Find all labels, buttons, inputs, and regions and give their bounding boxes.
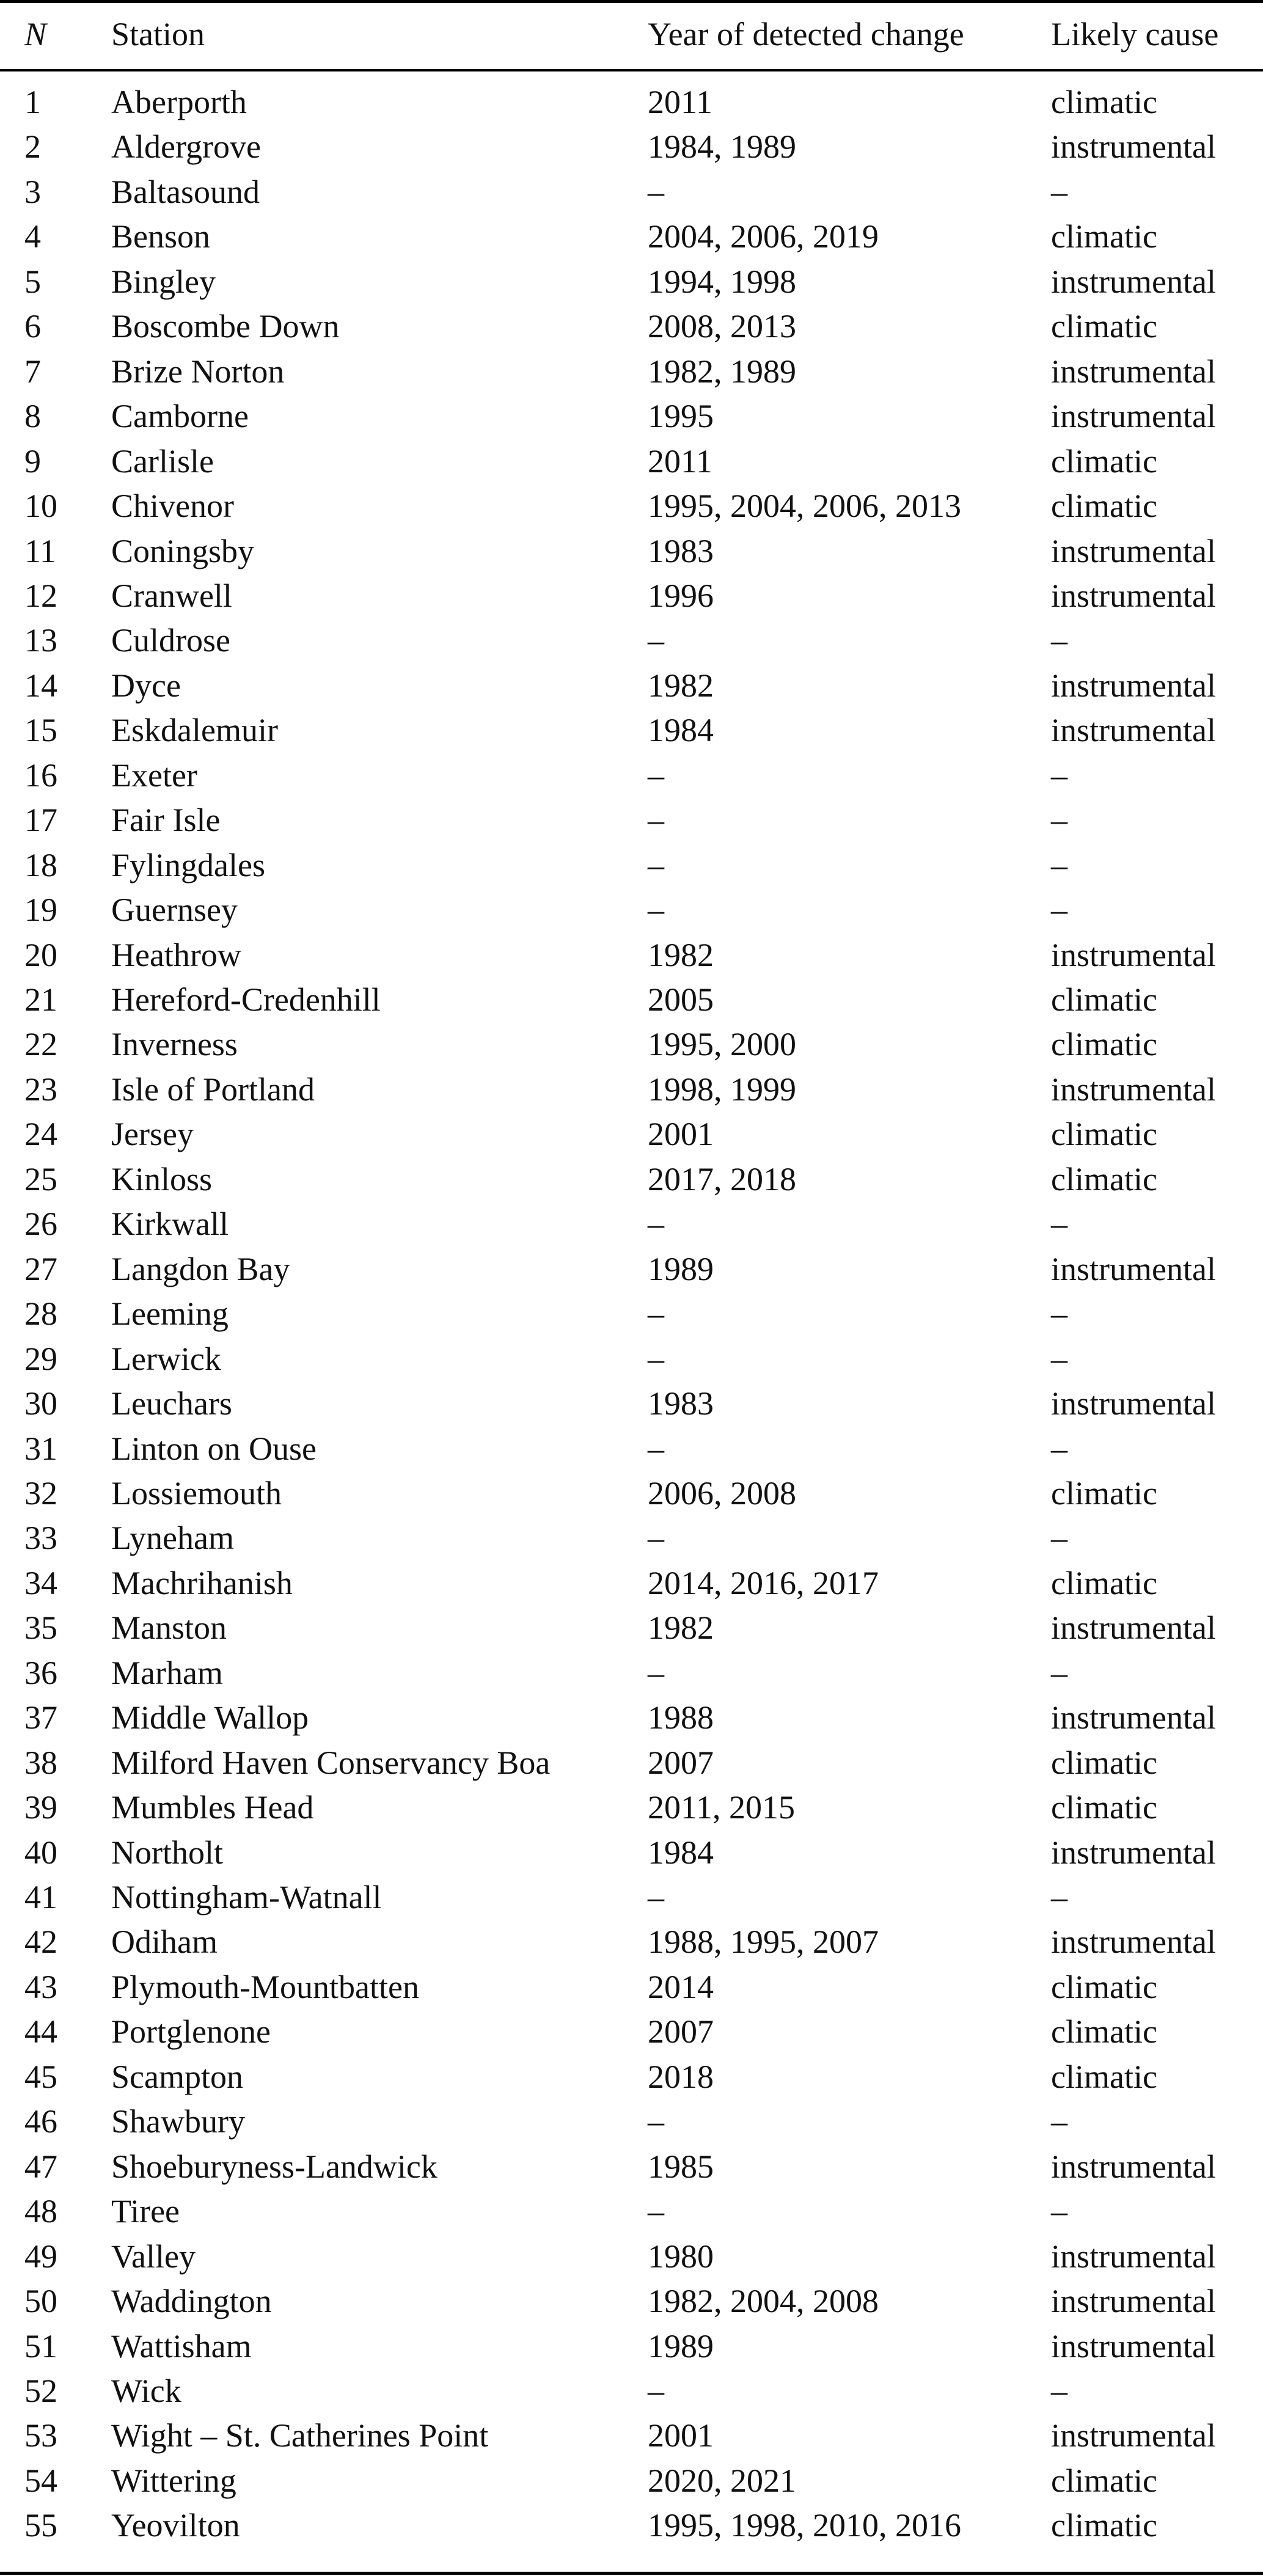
- row-number: 20: [24, 936, 57, 973]
- row-number: 12: [24, 577, 57, 614]
- station-name: Plymouth-Mountbatten: [111, 1968, 419, 2005]
- likely-cause: climatic: [1051, 1474, 1157, 1512]
- station-name: Shawbury: [111, 2103, 245, 2140]
- table-row: [0, 170, 1263, 214]
- change-years: 1995, 2004, 2006, 2013: [648, 488, 961, 525]
- station-name: Lyneham: [111, 1520, 234, 1557]
- likely-cause: instrumental: [1051, 2148, 1216, 2185]
- likely-cause: –: [1051, 1654, 1067, 1691]
- change-years: 1996: [648, 577, 714, 614]
- row-number: 22: [24, 1026, 57, 1063]
- likely-cause: instrumental: [1051, 2417, 1216, 2454]
- station-name: Isle of Portland: [111, 1070, 315, 1108]
- station-name: Lossiemouth: [111, 1474, 282, 1512]
- change-years: 1984, 1989: [648, 128, 796, 166]
- row-number: 23: [24, 1070, 57, 1108]
- change-years: 2011, 2015: [648, 1789, 795, 1826]
- likely-cause: climatic: [1051, 218, 1157, 255]
- likely-cause: climatic: [1051, 308, 1157, 345]
- change-years: 1984: [648, 1834, 714, 1871]
- change-years: –: [648, 1340, 664, 1377]
- likely-cause: –: [1051, 891, 1067, 929]
- table-row: [0, 1741, 1263, 1785]
- likely-cause: instrumental: [1051, 577, 1216, 614]
- change-years: 2014: [648, 1968, 714, 2005]
- row-number: 24: [24, 1116, 57, 1153]
- table-row: [0, 2145, 1263, 2189]
- likely-cause: –: [1051, 622, 1067, 659]
- row-number: 5: [24, 263, 41, 300]
- likely-cause: climatic: [1051, 2507, 1157, 2544]
- row-number: 14: [24, 667, 57, 704]
- likely-cause: instrumental: [1051, 712, 1216, 749]
- likely-cause: instrumental: [1051, 1699, 1216, 1736]
- likely-cause: climatic: [1051, 442, 1157, 480]
- table-row: [0, 304, 1263, 349]
- change-years: 2011: [648, 442, 712, 480]
- change-years: 2011: [648, 84, 712, 120]
- likely-cause: –: [1051, 2193, 1067, 2230]
- likely-cause: –: [1051, 1430, 1067, 1467]
- station-name: Valley: [111, 2238, 196, 2275]
- table-row: [0, 2279, 1263, 2324]
- table-row: [0, 2010, 1263, 2054]
- row-number: 29: [24, 1340, 57, 1377]
- table-row: [0, 394, 1263, 439]
- change-years: 2017, 2018: [648, 1160, 796, 1198]
- table-row: [0, 1651, 1263, 1696]
- row-number: 3: [24, 173, 41, 210]
- station-name: Milford Haven Conservancy Boa: [111, 1744, 551, 1781]
- station-name: Leuchars: [111, 1385, 232, 1422]
- row-number: 49: [24, 2238, 57, 2275]
- change-years: 1984: [648, 712, 714, 749]
- row-number: 18: [24, 846, 57, 884]
- row-number: 10: [24, 488, 57, 525]
- row-number: 51: [24, 2327, 57, 2365]
- likely-cause: –: [1051, 1340, 1067, 1377]
- row-number: 26: [24, 1206, 57, 1243]
- likely-cause: climatic: [1051, 2013, 1157, 2051]
- table-row: [0, 484, 1263, 529]
- change-years: 2006, 2008: [648, 1474, 796, 1512]
- row-number: 19: [24, 891, 57, 929]
- table-row: [0, 574, 1263, 618]
- likely-cause: –: [1051, 802, 1067, 839]
- station-name: Jersey: [111, 1116, 194, 1153]
- likely-cause: instrumental: [1051, 1923, 1216, 1961]
- likely-cause: climatic: [1051, 1160, 1157, 1198]
- station-name: Wattisham: [111, 2327, 252, 2365]
- table-row: [0, 2099, 1263, 2144]
- station-name: Hereford-Credenhill: [111, 981, 381, 1018]
- table-row: [0, 1427, 1263, 1471]
- change-years: 1995: [648, 398, 714, 435]
- station-name: Odiham: [111, 1923, 218, 1961]
- row-number: 48: [24, 2193, 57, 2230]
- station-name: Kinloss: [111, 1160, 213, 1198]
- table-row: [0, 2324, 1263, 2369]
- row-number: 15: [24, 712, 57, 749]
- row-number: 50: [24, 2283, 57, 2320]
- header-station: Station: [111, 16, 205, 53]
- bottom-rule: [0, 2572, 1263, 2575]
- row-number: 54: [24, 2462, 57, 2499]
- likely-cause: instrumental: [1051, 936, 1216, 973]
- change-years: –: [648, 846, 664, 884]
- station-name: Culdrose: [111, 622, 230, 659]
- row-number: 37: [24, 1699, 57, 1736]
- table-row: [0, 1022, 1263, 1067]
- change-years: 1994, 1998: [648, 263, 796, 300]
- station-name: Langdon Bay: [111, 1250, 290, 1287]
- likely-cause: –: [1051, 1879, 1067, 1916]
- change-years: 1983: [648, 532, 714, 569]
- table-row: [0, 1292, 1263, 1336]
- change-years: –: [648, 1879, 664, 1916]
- station-name: Inverness: [111, 1026, 238, 1063]
- station-name: Coningsby: [111, 532, 255, 569]
- station-name: Cranwell: [111, 577, 232, 614]
- row-number: 53: [24, 2417, 57, 2454]
- change-years: 2004, 2006, 2019: [648, 218, 879, 255]
- table-row: [0, 1067, 1263, 1112]
- table-row: [0, 1337, 1263, 1381]
- change-years: –: [648, 1430, 664, 1467]
- table-row: [0, 1157, 1263, 1202]
- likely-cause: instrumental: [1051, 667, 1216, 704]
- table-row: [0, 349, 1263, 394]
- likely-cause: instrumental: [1051, 2283, 1216, 2320]
- change-years: 1982, 1989: [648, 353, 796, 390]
- likely-cause: instrumental: [1051, 398, 1216, 435]
- station-name: Yeovilton: [111, 2507, 240, 2544]
- row-number: 17: [24, 802, 57, 839]
- table-row: [0, 80, 1263, 125]
- change-years: –: [648, 173, 664, 210]
- table-row: [0, 125, 1263, 169]
- change-years: –: [648, 1206, 664, 1243]
- table-row: [0, 933, 1263, 978]
- likely-cause: instrumental: [1051, 128, 1216, 166]
- change-years: 2014, 2016, 2017: [648, 1564, 879, 1601]
- likely-cause: –: [1051, 1520, 1067, 1557]
- likely-cause: climatic: [1051, 2462, 1157, 2499]
- row-number: 16: [24, 756, 57, 794]
- row-number: 38: [24, 1744, 57, 1781]
- likely-cause: instrumental: [1051, 2327, 1216, 2365]
- likely-cause: climatic: [1051, 2058, 1157, 2095]
- row-number: 36: [24, 1654, 57, 1691]
- top-rule: [0, 0, 1263, 3]
- station-name: Tiree: [111, 2193, 180, 2230]
- change-years: 2001: [648, 2417, 714, 2454]
- row-number: 33: [24, 1520, 57, 1557]
- station-name: Manston: [111, 1609, 227, 1647]
- likely-cause: instrumental: [1051, 1609, 1216, 1647]
- row-number: 6: [24, 308, 41, 345]
- likely-cause: instrumental: [1051, 1385, 1216, 1422]
- row-number: 4: [24, 218, 41, 255]
- station-name: Machrihanish: [111, 1564, 293, 1601]
- station-name: Mumbles Head: [111, 1789, 314, 1826]
- station-name: Camborne: [111, 398, 249, 435]
- row-number: 25: [24, 1160, 57, 1198]
- row-number: 55: [24, 2507, 57, 2544]
- table-row: [0, 1247, 1263, 1292]
- table-row: [0, 1696, 1263, 1740]
- station-name: Nottingham-Watnall: [111, 1879, 382, 1916]
- table-row: [0, 1785, 1263, 1830]
- station-name: Guernsey: [111, 891, 238, 929]
- likely-cause: –: [1051, 846, 1067, 884]
- station-name: Dyce: [111, 667, 181, 704]
- table-row: [0, 2234, 1263, 2279]
- station-name: Leeming: [111, 1295, 229, 1333]
- row-number: 46: [24, 2103, 57, 2140]
- change-years: –: [648, 2103, 664, 2140]
- table-row: [0, 1516, 1263, 1561]
- change-years: 1988: [648, 1699, 714, 1736]
- change-years: 1995, 1998, 2010, 2016: [648, 2507, 961, 2544]
- station-name: Heathrow: [111, 936, 241, 973]
- change-years: 1982, 2004, 2008: [648, 2283, 879, 2320]
- table-row: [0, 798, 1263, 843]
- change-years: 1982: [648, 936, 714, 973]
- header-n: N: [24, 16, 47, 53]
- station-name: Brize Norton: [111, 353, 285, 390]
- change-years: –: [648, 622, 664, 659]
- table-row: [0, 2503, 1263, 2548]
- change-years: –: [648, 1520, 664, 1557]
- station-name: Fair Isle: [111, 802, 221, 839]
- station-name: Baltasound: [111, 173, 260, 210]
- change-years: 1982: [648, 1609, 714, 1647]
- station-name: Wittering: [111, 2462, 236, 2499]
- likely-cause: –: [1051, 1206, 1067, 1243]
- station-name: Carlisle: [111, 442, 214, 480]
- change-years: 2007: [648, 2013, 714, 2051]
- table-row: [0, 1831, 1263, 1875]
- table-row: [0, 1965, 1263, 2010]
- table-row: [0, 753, 1263, 798]
- station-name: Lerwick: [111, 1340, 221, 1377]
- table-row: [0, 1561, 1263, 1606]
- table-row: [0, 1202, 1263, 1246]
- row-number: 45: [24, 2058, 57, 2095]
- header-rule: [0, 69, 1263, 71]
- table-header-row: [0, 12, 1263, 57]
- change-years: 2001: [648, 1116, 714, 1153]
- row-number: 7: [24, 353, 41, 390]
- likely-cause: climatic: [1051, 1968, 1157, 2005]
- likely-cause: climatic: [1051, 1026, 1157, 1063]
- likely-cause: climatic: [1051, 1116, 1157, 1153]
- station-name: Scampton: [111, 2058, 243, 2095]
- table-row: [0, 529, 1263, 574]
- change-years: –: [648, 2372, 664, 2409]
- likely-cause: –: [1051, 756, 1067, 794]
- row-number: 8: [24, 398, 41, 435]
- change-years: 2007: [648, 1744, 714, 1781]
- likely-cause: climatic: [1051, 981, 1157, 1018]
- likely-cause: climatic: [1051, 488, 1157, 525]
- change-years: –: [648, 802, 664, 839]
- station-name: Waddington: [111, 2283, 272, 2320]
- table-row: [0, 439, 1263, 484]
- row-number: 21: [24, 981, 57, 1018]
- change-years: –: [648, 1295, 664, 1333]
- table-row: [0, 1112, 1263, 1157]
- table-row: [0, 708, 1263, 753]
- change-years: –: [648, 2193, 664, 2230]
- likely-cause: instrumental: [1051, 2238, 1216, 2275]
- change-years: 1983: [648, 1385, 714, 1422]
- likely-cause: climatic: [1051, 84, 1157, 120]
- change-years: 2020, 2021: [648, 2462, 796, 2499]
- table-row: [0, 2055, 1263, 2099]
- table-row: [0, 2369, 1263, 2413]
- change-years: –: [648, 1654, 664, 1691]
- station-name: Kirkwall: [111, 1206, 229, 1243]
- likely-cause: instrumental: [1051, 263, 1216, 300]
- row-number: 41: [24, 1879, 57, 1916]
- table-row: [0, 2459, 1263, 2503]
- likely-cause: instrumental: [1051, 353, 1216, 390]
- change-years: 1985: [648, 2148, 714, 2185]
- station-name: Aldergrove: [111, 128, 261, 166]
- station-name: Northolt: [111, 1834, 223, 1871]
- row-number: 13: [24, 622, 57, 659]
- station-name: Aberporth: [111, 84, 247, 120]
- likely-cause: climatic: [1051, 1789, 1157, 1826]
- row-number: 32: [24, 1474, 57, 1512]
- likely-cause: climatic: [1051, 1564, 1157, 1601]
- change-years: 1982: [648, 667, 714, 704]
- change-years: 1989: [648, 1250, 714, 1287]
- row-number: 42: [24, 1923, 57, 1961]
- likely-cause: –: [1051, 173, 1067, 210]
- likely-cause: climatic: [1051, 1744, 1157, 1781]
- table-row: [0, 260, 1263, 304]
- change-years: 2005: [648, 981, 714, 1018]
- table-row: [0, 843, 1263, 888]
- change-years: –: [648, 891, 664, 929]
- row-number: 35: [24, 1609, 57, 1647]
- station-name: Chivenor: [111, 488, 234, 525]
- station-name: Portglenone: [111, 2013, 271, 2051]
- row-number: 2: [24, 128, 41, 166]
- station-name: Fylingdales: [111, 846, 265, 884]
- row-number: 1: [24, 84, 41, 120]
- table-row: [0, 1381, 1263, 1426]
- row-number: 40: [24, 1834, 57, 1871]
- station-name: Exeter: [111, 756, 197, 794]
- row-number: 30: [24, 1385, 57, 1422]
- likely-cause: instrumental: [1051, 532, 1216, 569]
- row-number: 44: [24, 2013, 57, 2051]
- likely-cause: –: [1051, 2372, 1067, 2409]
- station-name: Eskdalemuir: [111, 712, 278, 749]
- likely-cause: instrumental: [1051, 1070, 1216, 1108]
- likely-cause: instrumental: [1051, 1250, 1216, 1287]
- row-number: 47: [24, 2148, 57, 2185]
- change-years: 2018: [648, 2058, 714, 2095]
- station-name: Shoeburyness-Landwick: [111, 2148, 437, 2185]
- table-row: [0, 664, 1263, 708]
- change-years: –: [648, 756, 664, 794]
- change-years: 1988, 1995, 2007: [648, 1923, 879, 1961]
- table-row: [0, 888, 1263, 932]
- station-name: Boscombe Down: [111, 308, 340, 345]
- change-years: 1989: [648, 2327, 714, 2365]
- station-name: Linton on Ouse: [111, 1430, 317, 1467]
- table-row: [0, 2413, 1263, 2458]
- change-years: 1980: [648, 2238, 714, 2275]
- change-years: 2008, 2013: [648, 308, 796, 345]
- likely-cause: –: [1051, 2103, 1067, 2140]
- station-name: Bingley: [111, 263, 216, 300]
- row-number: 52: [24, 2372, 57, 2409]
- station-name: Wight – St. Catherines Point: [111, 2417, 489, 2454]
- row-number: 34: [24, 1564, 57, 1601]
- station-name: Benson: [111, 218, 210, 255]
- table-row: [0, 1875, 1263, 1920]
- likely-cause: instrumental: [1051, 1834, 1216, 1871]
- table-row: [0, 2189, 1263, 2234]
- station-name: Wick: [111, 2372, 181, 2409]
- header-cause: Likely cause: [1051, 16, 1219, 53]
- row-number: 39: [24, 1789, 57, 1826]
- row-number: 11: [24, 532, 56, 569]
- table-row: [0, 1606, 1263, 1650]
- table-row: [0, 978, 1263, 1022]
- header-year: Year of detected change: [648, 16, 964, 53]
- change-years: 1995, 2000: [648, 1026, 796, 1063]
- likely-cause: –: [1051, 1295, 1067, 1333]
- table-row: [0, 618, 1263, 663]
- station-name: Marham: [111, 1654, 223, 1691]
- change-years: 1998, 1999: [648, 1070, 796, 1108]
- row-number: 9: [24, 442, 41, 480]
- row-number: 27: [24, 1250, 57, 1287]
- table-row: [0, 1471, 1263, 1516]
- station-name: Middle Wallop: [111, 1699, 309, 1736]
- table-row: [0, 1920, 1263, 1964]
- row-number: 28: [24, 1295, 57, 1333]
- row-number: 43: [24, 1968, 57, 2005]
- row-number: 31: [24, 1430, 57, 1467]
- table-row: [0, 214, 1263, 259]
